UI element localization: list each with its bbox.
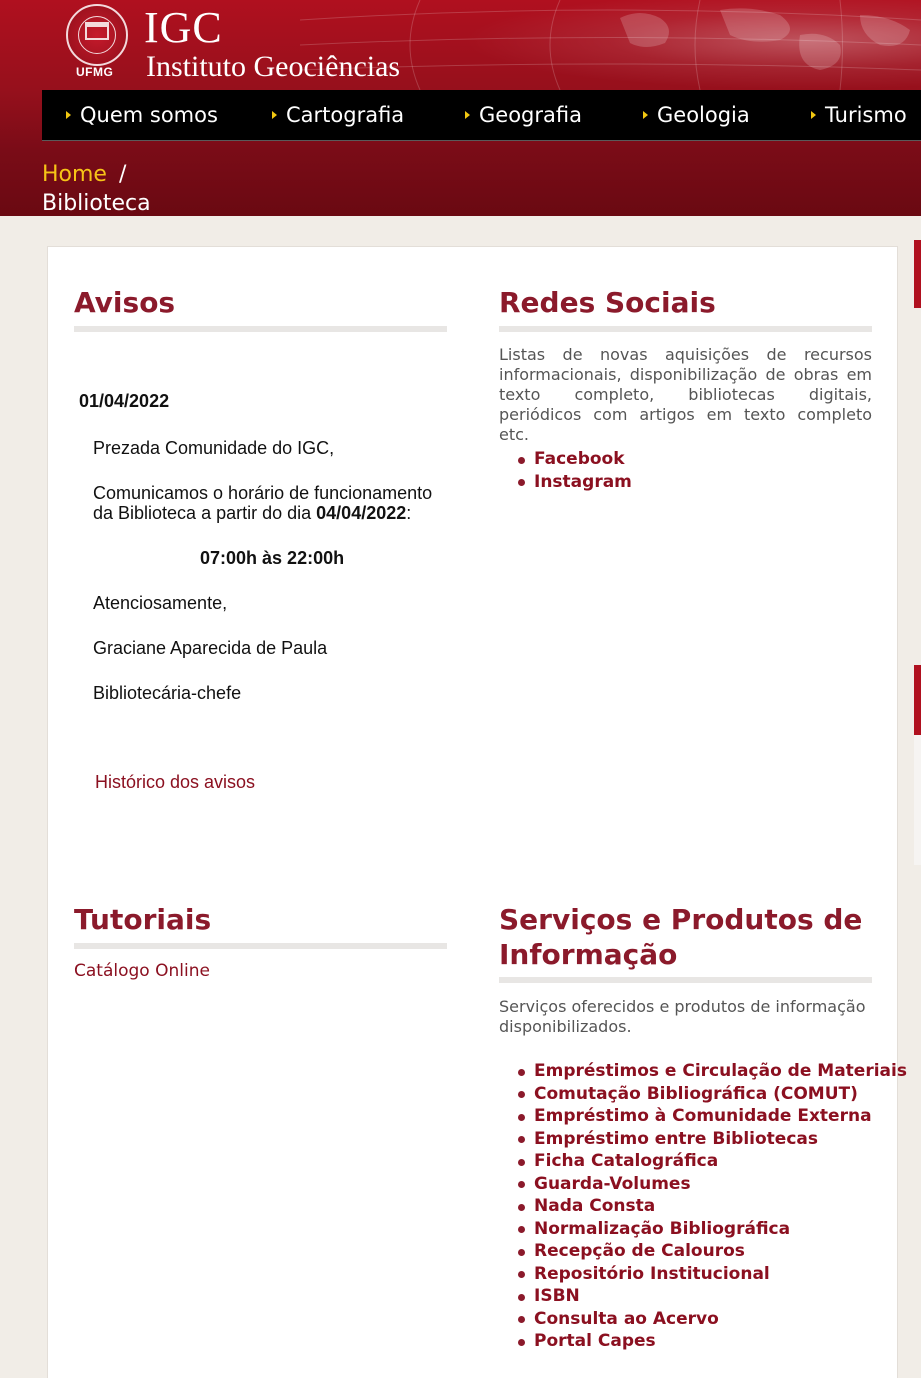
servico-link-entre-bibliotecas[interactable] bbox=[518, 1128, 907, 1151]
servico-link-recepcao-calouros[interactable] bbox=[518, 1240, 907, 1263]
arrow-right-icon bbox=[66, 111, 71, 119]
aviso-role: Bibliotecária-chefe bbox=[93, 683, 242, 703]
breadcrumb-separator: / bbox=[118, 162, 127, 187]
servico-link-nada-consta[interactable] bbox=[518, 1195, 907, 1218]
nav-item-cartografia[interactable] bbox=[272, 90, 404, 141]
bullet-icon bbox=[518, 1271, 525, 1278]
avisos-title: Avisos bbox=[74, 286, 176, 319]
bullet-icon bbox=[518, 1069, 525, 1076]
nav-item-turismo[interactable] bbox=[811, 90, 907, 141]
link-label: Comutação Bibliográfica (COMUT) bbox=[534, 1083, 858, 1104]
bullet-icon bbox=[518, 1159, 525, 1166]
ufmg-label: UFMG bbox=[76, 65, 114, 79]
site-header bbox=[0, 0, 921, 216]
link-label: ISBN bbox=[534, 1286, 580, 1306]
section-divider bbox=[74, 326, 447, 332]
aviso-body-line2 bbox=[93, 503, 411, 524]
arrow-right-icon bbox=[465, 111, 470, 119]
aviso-date: 01/04/2022 bbox=[79, 391, 170, 411]
aviso-closing: Atenciosamente, bbox=[93, 593, 228, 613]
edge-decoration bbox=[914, 240, 921, 308]
redes-links-list bbox=[518, 448, 632, 493]
servico-link-portal-capes[interactable] bbox=[518, 1330, 907, 1353]
link-label: Recepção de Calouros bbox=[534, 1241, 745, 1261]
redes-sociais-title: Redes Sociais bbox=[499, 286, 716, 319]
servico-link-isbn[interactable] bbox=[518, 1285, 907, 1308]
bullet-icon bbox=[518, 479, 525, 486]
ufmg-seal-logo[interactable] bbox=[66, 4, 128, 66]
servicos-title bbox=[499, 902, 862, 972]
link-label: Consulta ao Acervo bbox=[534, 1308, 719, 1329]
avisos-history-link[interactable]: Histórico dos avisos bbox=[95, 772, 256, 792]
igc-logo-title[interactable]: IGC bbox=[144, 3, 223, 52]
servico-link-consulta-acervo[interactable] bbox=[518, 1308, 907, 1331]
bullet-icon bbox=[518, 1091, 525, 1098]
servicos-description: Serviços oferecidos e produtos de informação disponibilizados. bbox=[499, 997, 866, 1036]
aviso-body-text: da Biblioteca a partir do dia bbox=[93, 503, 312, 523]
facebook-link[interactable] bbox=[518, 448, 632, 471]
breadcrumb bbox=[42, 160, 151, 216]
tutoriais-title: Tutoriais bbox=[74, 903, 212, 936]
servico-link-emprestimos[interactable] bbox=[518, 1060, 907, 1083]
content-panel bbox=[47, 246, 907, 1378]
aviso-greeting: Prezada Comunidade do IGC, bbox=[93, 438, 335, 458]
bullet-icon bbox=[518, 1181, 525, 1188]
aviso-hours: 07:00h às 22:00h bbox=[200, 548, 345, 568]
aviso-signer: Graciane Aparecida de Paula bbox=[93, 638, 328, 658]
bullet-icon bbox=[518, 1249, 525, 1256]
nav-item-label: Cartografia bbox=[286, 103, 405, 127]
servicos-title-line1: Serviços e Produtos de bbox=[499, 903, 863, 936]
arrow-right-icon bbox=[272, 111, 277, 119]
link-label: Normalização Bibliográfica bbox=[534, 1218, 791, 1239]
arrow-right-icon bbox=[643, 111, 648, 119]
nav-item-label: Quem somos bbox=[80, 103, 218, 127]
edge-decoration bbox=[914, 665, 921, 735]
aviso-body-date: 04/04/2022 bbox=[316, 503, 407, 523]
section-divider bbox=[499, 326, 872, 332]
link-label: Portal Capes bbox=[534, 1331, 656, 1351]
nav-item-quem-somos[interactable] bbox=[66, 90, 218, 141]
nav-item-label: Geologia bbox=[657, 103, 750, 127]
link-label: Ficha Catalográfica bbox=[534, 1151, 719, 1171]
link-label: Empréstimo entre Bibliotecas bbox=[534, 1128, 818, 1149]
link-label: Empréstimo à Comunidade Externa bbox=[534, 1106, 872, 1126]
igc-logo-subtitle[interactable]: Instituto Geociências bbox=[146, 50, 401, 83]
catalogo-online-link[interactable]: Catálogo Online bbox=[74, 961, 210, 981]
nav-item-geologia[interactable] bbox=[643, 90, 750, 141]
section-divider bbox=[74, 943, 447, 949]
servicos-links-list bbox=[518, 1060, 907, 1353]
servico-link-comut[interactable] bbox=[518, 1083, 907, 1106]
bullet-icon bbox=[518, 457, 525, 464]
link-label: Repositório Institucional bbox=[534, 1263, 770, 1284]
instagram-link[interactable] bbox=[518, 471, 632, 494]
main-nav bbox=[42, 90, 921, 141]
section-divider bbox=[499, 977, 872, 983]
breadcrumb-current: Biblioteca bbox=[42, 191, 151, 216]
edge-decoration bbox=[914, 735, 921, 865]
link-label: Instagram bbox=[534, 471, 632, 492]
servico-link-normalizacao[interactable] bbox=[518, 1218, 907, 1241]
servico-link-ficha-catalografica[interactable] bbox=[518, 1150, 907, 1173]
aviso-body-colon: : bbox=[406, 503, 412, 523]
nav-item-label: Turismo bbox=[825, 103, 907, 127]
nav-item-geografia[interactable] bbox=[465, 90, 582, 141]
bullet-icon bbox=[518, 1339, 525, 1346]
aviso-body-line1: Comunicamos o horário de funcionamento bbox=[93, 483, 433, 503]
nav-item-label: Geografia bbox=[479, 103, 582, 127]
link-label: Empréstimos e Circulação de Materiais bbox=[534, 1061, 907, 1081]
servico-link-guarda-volumes[interactable] bbox=[518, 1173, 907, 1196]
link-label: Guarda-Volumes bbox=[534, 1173, 691, 1194]
bullet-icon bbox=[518, 1204, 525, 1211]
bullet-icon bbox=[518, 1136, 525, 1143]
link-label: Facebook bbox=[534, 449, 625, 469]
servico-link-repositorio[interactable] bbox=[518, 1263, 907, 1286]
link-label: Nada Consta bbox=[534, 1196, 656, 1216]
servico-link-comunidade-externa[interactable] bbox=[518, 1105, 907, 1128]
bullet-icon bbox=[518, 1316, 525, 1323]
bullet-icon bbox=[518, 1114, 525, 1121]
redes-description: Listas de novas aquisições de recursos informacionais, disponibilização de obras em texto completo, bibliotecas digitais, periódicos com artigos em texto completo etc. bbox=[499, 345, 872, 444]
bullet-icon bbox=[518, 1226, 525, 1233]
arrow-right-icon bbox=[811, 111, 816, 119]
bullet-icon bbox=[518, 1294, 525, 1301]
servicos-title-line2: Informação bbox=[499, 938, 678, 971]
breadcrumb-home-link[interactable]: Home bbox=[42, 162, 107, 187]
